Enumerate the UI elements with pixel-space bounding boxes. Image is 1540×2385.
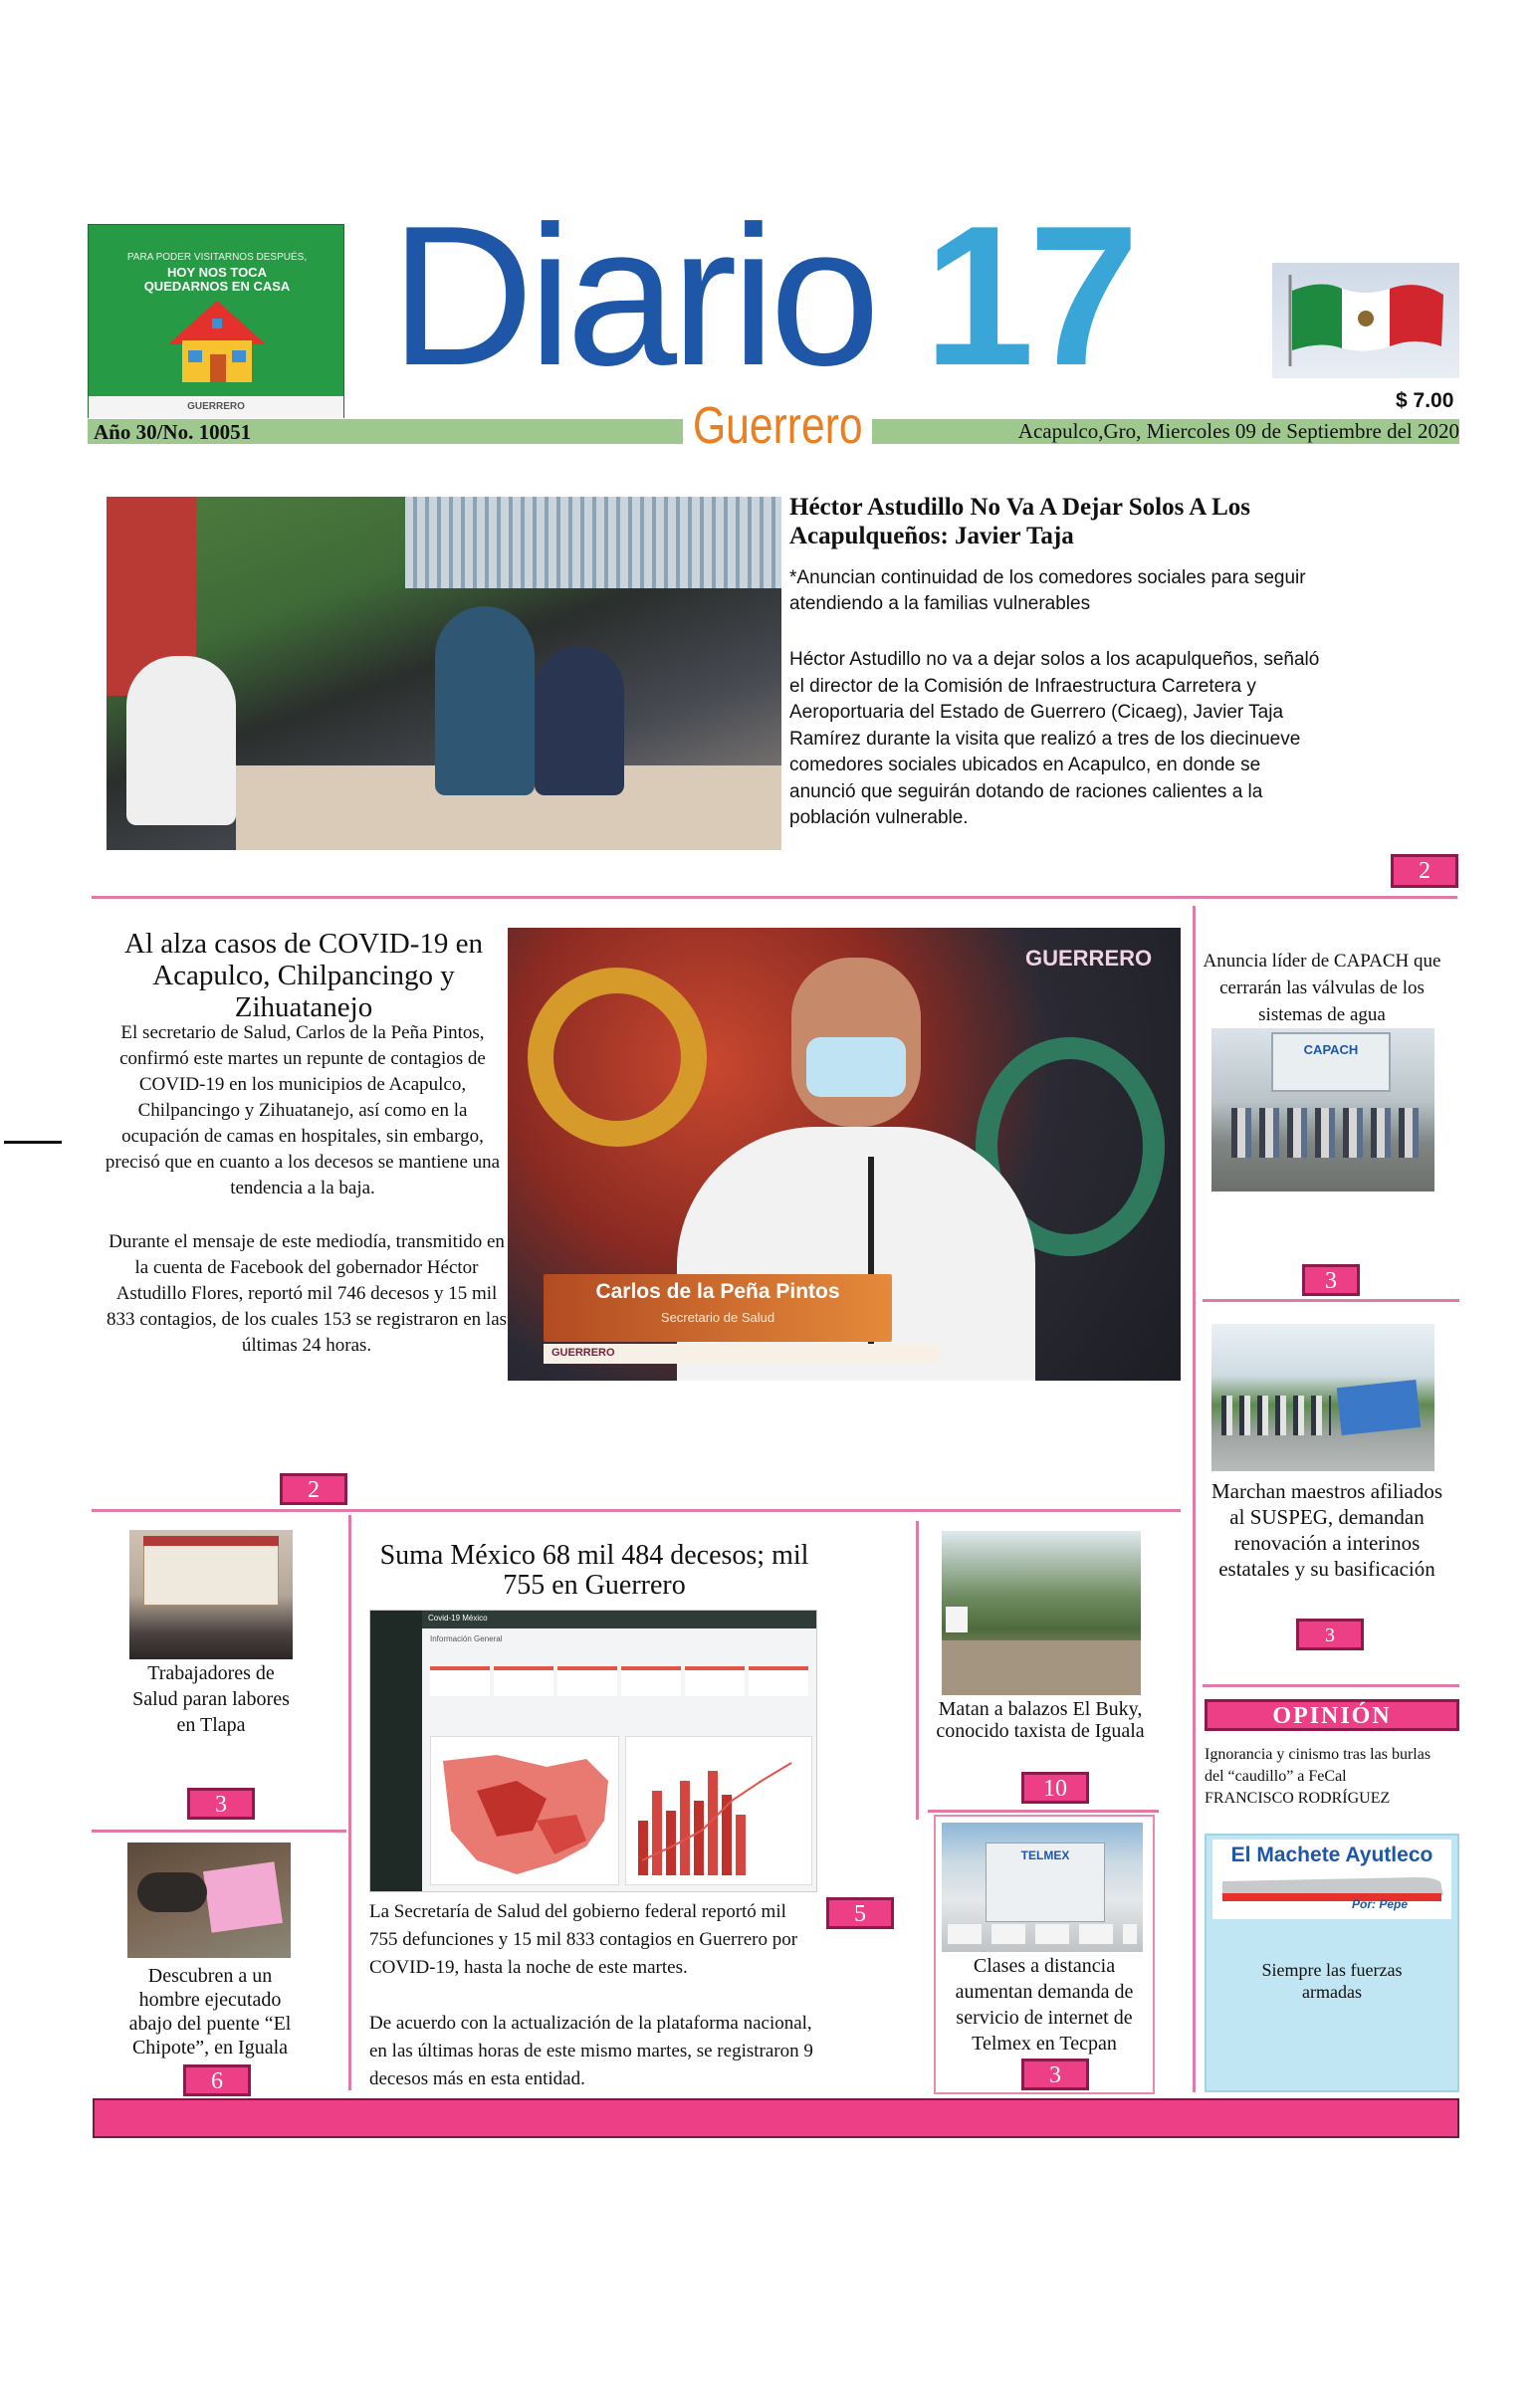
suspeg-banner [1337,1380,1422,1435]
dash-card-strip [430,1666,812,1670]
lower-bar [544,1344,942,1364]
chipote-figure [137,1872,207,1912]
machete-text: Siempre las fuerzas armadas [1261,1960,1403,2002]
price: $ 7.00 [1396,389,1454,412]
photo-logo: GUERRERO [1025,946,1153,971]
capach-headline: Anuncia líder de CAPACH que cerrarán las válvulas de los sistemas de agua [1203,951,1441,1025]
dash-title: Covid-19 México [428,1614,488,1623]
mexico-dashboard [369,1610,817,1892]
capach-crowd [1231,1108,1421,1158]
mural-swirl-1 [528,968,707,1147]
machete-icon [1218,1873,1447,1907]
divider-lead [92,896,1457,899]
chipote-photo [127,1843,291,1958]
page-ref-lead[interactable]: 2 [1391,854,1458,888]
plate-title: Secretario de Salud [660,1310,775,1325]
opinion-author: FRANCISCO RODRÍGUEZ [1205,1790,1391,1807]
buky-photo [942,1531,1141,1695]
ad-line-2: HOY NOS TOCA [167,265,267,280]
tlapa-poster [143,1536,279,1606]
machete-box[interactable] [1205,1834,1459,2092]
house-icon [162,297,272,386]
dash-sidebar [370,1611,422,1892]
photo-person-2 [435,606,535,795]
mexico-flag-icon [1282,275,1451,366]
capach-photo [1211,1028,1434,1192]
page-ref-buky[interactable]: 10 [1021,1772,1089,1804]
lead-subhead: *Anuncian continuidad de los comedores sociales para seguir atendiendo a la familias vulnerables [789,567,1306,614]
dash-topbar [422,1611,817,1628]
masthead-subtitle: Guerrero [693,397,863,455]
flag-image [1272,263,1459,378]
lower-bar-logo: GUERRERO [551,1347,615,1359]
tlapa-poster-header [143,1536,279,1546]
masthead-word: Diario [390,185,875,407]
page-ref-mexico[interactable]: 5 [826,1897,894,1929]
covid-para-2: Durante el mensaje de este mediodía, transmitido en la cuenta de Facebook del gobernador Héctor Astudillo Flores, reportó mil 746 decesos y 15 mil 833 contagios, de los cuales 153 se registraron en las últimas 24 horas. [106,1231,508,1356]
dash-chart-panel [625,1736,812,1885]
header-ad-box [88,224,344,418]
lead-headline: Héctor Astudillo No Va A Dejar Solos A Los Acapulqueños: Javier Taja [789,494,1251,549]
opinion-label[interactable]: OPINIÓN [1205,1699,1459,1731]
covid-para-1: El secretario de Salud, Carlos de la Peña Pintos, confirmó este martes un repunte de contagios de COVID-19 en los municipios de Acapulco, Chilpancingo y Zihuatanejo, así como en la ocupación de camas en hospitales, sin embargo, precisó que en cuanto a los decesos se mantiene una tendencia a la baja. [105,1022,501,1198]
divider-capach [1203,1299,1459,1302]
photo-person-3 [535,646,624,795]
divider-tlapa [92,1830,346,1833]
suspeg-marchers [1221,1396,1331,1435]
chipote-sign [203,1861,283,1932]
page-ref-chipote[interactable]: 6 [183,2064,251,2096]
suspeg-photo [1211,1324,1434,1471]
mexico-para-2: De acuerdo con la actualización de la plataforma nacional, en las últimas horas de este mismo martes, se registraron 9 decesos más en esta entidad. [369,2013,813,2089]
chipote-headline: Descubren a un hombre ejecutado abajo del puente “El Chipote”, en Iguala [128,1965,292,2059]
dash-section: Información General [430,1634,503,1643]
divider-middle [92,1509,1181,1512]
divider-suspeg [1203,1684,1459,1687]
ad-line-1: PARA PODER VISITARNOS DESPUÉS, [126,252,308,263]
mexico-headline: Suma México 68 mil 484 decesos; mil 755 en Guerrero [379,1540,809,1601]
photo-awning [405,497,781,588]
covid-photo [508,928,1181,1381]
page-ref-tlapa[interactable]: 3 [187,1788,255,1820]
dash-map-panel [430,1736,619,1885]
divider-left-lower [348,1515,351,2090]
footer-bar [93,2098,1459,2138]
margin-mark [4,1141,62,1144]
tlapa-headline: Trabajadores de Salud paran labores en Tlapa [132,1662,290,1736]
edition-date: Acapulco,Gro, Miercoles 09 de Septiembre del 2020 [1017,419,1459,443]
machete-byline: Por: Pepe [1352,1897,1409,1911]
capach-building [1271,1032,1391,1092]
ad-line-3: QUEDARNOS EN CASA [143,279,291,294]
telmex-cars [948,1924,1137,1944]
divider-buky [928,1810,1159,1813]
buky-headline: Matan a balazos El Buky, conocido taxista de Iguala [936,1698,1145,1742]
ad-footer-text: GUERRERO [187,401,245,412]
page-ref-capach[interactable]: 3 [1302,1264,1360,1296]
suspeg-headline: Marchan maestros afiliados al SUSPEG, demandan renovación a interinos estatales y su basificación [1210,1479,1443,1581]
dash-bar-chart [632,1751,807,1880]
lead-body: Héctor Astudillo no va a dejar solos a los acapulqueños, señaló el director de la Comisión de Infraestructura Carretera y Aeroportuaria del Estado de Guerrero (Cicaeg), Javier Taja Ramírez durante la visita que realizó a tres de los diecinueve comedores sociales ubicados en Acapulco, en donde se anunció que seguirán dotando de raciones calientes a la población vulnerable. [789,649,1320,828]
issue-number: Año 30/No. 10051 [94,420,252,444]
speaker-body [677,1127,1035,1381]
mexico-map-icon [437,1751,614,1880]
telmex-sign: TELMEX [1020,1848,1070,1862]
plate-name: Carlos de la Peña Pintos [595,1280,840,1303]
divider-center-lower [916,1521,919,1820]
lead-photo [107,497,781,850]
page-ref-covid[interactable]: 2 [280,1473,347,1505]
ad-footer-strip [89,396,343,418]
capach-sign: CAPACH [1303,1042,1359,1057]
dash-cards [430,1666,812,1696]
name-plate [544,1274,892,1342]
machete-banner [1212,1840,1451,1919]
opinion-teaser[interactable]: Ignorancia y cinismo tras las burlas del “caudillo” a FeCal [1205,1746,1431,1785]
telmex-headline: Clases a distancia aumentan demanda de servicio de internet de Telmex en Tecpan [955,1955,1134,2055]
tlapa-photo [129,1530,293,1659]
masthead-number: 17 [924,185,1134,407]
buky-vehicle [946,1607,968,1632]
machete-title: El Machete Ayutleco [1230,1843,1433,1866]
page-ref-suspeg[interactable]: 3 [1296,1619,1364,1650]
covid-headline: Al alza casos de COVID-19 en Acapulco, Chilpancingo y Zihuatanejo [124,928,483,1023]
speaker-mask [806,1037,906,1097]
photo-person-1 [126,656,236,825]
page-ref-telmex[interactable]: 3 [1021,2059,1089,2090]
mexico-para-1: La Secretaría de Salud del gobierno federal reportó mil 755 defunciones y 15 mil 833 contagios en Guerrero por COVID-19, hasta la noche de este martes. [369,1901,798,1978]
telmex-photo [942,1823,1143,1952]
divider-right-column [1193,906,1196,2092]
buky-road [942,1640,1141,1695]
